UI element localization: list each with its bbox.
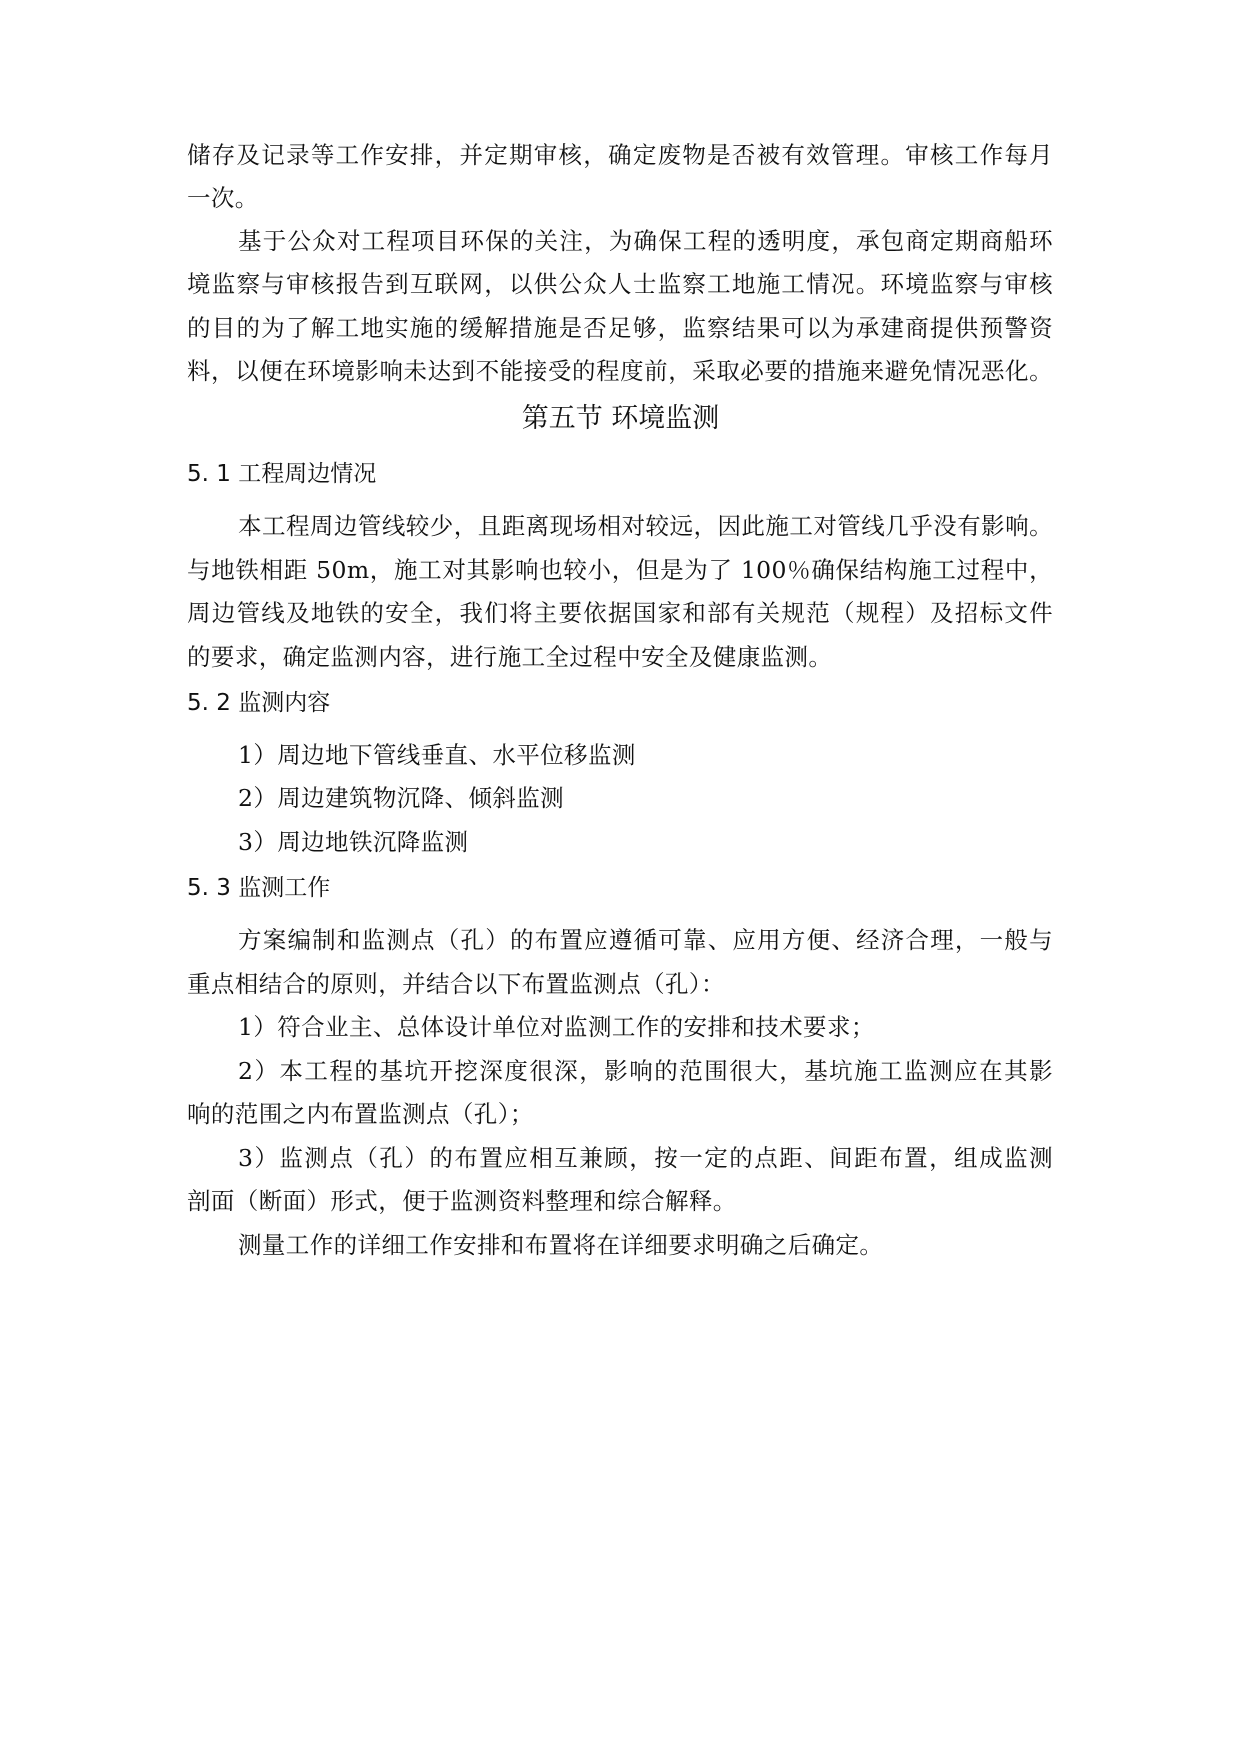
section-5-2-title: 5. 2 监测内容 — [187, 690, 331, 716]
section-5-1-line-3: 周边管线及地铁的安全，我们将主要依据国家和部有关规范（规程）及招标文件 — [187, 599, 1053, 627]
section-5-3-p5: 测量工作的详细工作安排和布置将在详细要求明确之后确定。 — [238, 1231, 884, 1259]
section-5-3-p3-line-2: 响的范围之内布置监测点（孔）； — [187, 1100, 534, 1128]
section-5-3-p1-line-2: 重点相结合的原则，并结合以下布置监测点（孔）： — [187, 970, 725, 998]
section-5-3-p4-line-1: 3）监测点（孔）的布置应相互兼顾，按一定的点距、间距布置，组成监测 — [238, 1144, 1053, 1172]
para-public-line-3: 的目的为了解工地实施的缓解措施是否足够，监察结果可以为承建商提供预警资 — [187, 314, 1053, 342]
para-intro-line-2: 一次。 — [187, 184, 259, 212]
section-5-1-line-1: 本工程周边管线较少，且距离现场相对较远，因此施工对管线几乎没有影响。 — [238, 512, 1053, 540]
monitoring-item-1: 1）周边地下管线垂直、水平位移监测 — [238, 741, 636, 769]
section-5-3-p2: 1）符合业主、总体设计单位对监测工作的安排和技术要求； — [238, 1013, 875, 1041]
section-5-3-p3-line-1: 2）本工程的基坑开挖深度很深，影响的范围很大，基坑施工监测应在其影 — [238, 1057, 1053, 1085]
para-public-line-2: 境监察与审核报告到互联网，以供公众人士监察工地施工情况。环境监察与审核 — [187, 270, 1053, 298]
section-5-3-title: 5. 3 监测工作 — [187, 875, 331, 901]
section-5-3-p4-line-2: 剖面（断面）形式，便于监测资料整理和综合解释。 — [187, 1187, 737, 1215]
section-5-1-line-2: 与地铁相距 50m，施工对其影响也较小，但是为了 100％确保结构施工过程中， — [187, 556, 1053, 584]
para-public-line-4: 料，以便在环境影响未达到不能接受的程度前，采取必要的措施来避免情况恶化。 — [187, 357, 1053, 385]
para-public-line-1: 基于公众对工程项目环保的关注，为确保工程的透明度，承包商定期商船环 — [238, 227, 1053, 255]
monitoring-item-2: 2）周边建筑物沉降、倾斜监测 — [238, 784, 565, 812]
section-5-1-line-4: 的要求，确定监测内容，进行施工全过程中安全及健康监测。 — [187, 643, 833, 671]
section-5-3-p1-line-1: 方案编制和监测点（孔）的布置应遵循可靠、应用方便、经济合理，一般与 — [238, 926, 1053, 954]
section-5-1-title: 5. 1 工程周边情况 — [187, 461, 377, 487]
monitoring-item-3: 3）周边地铁沉降监测 — [238, 828, 469, 856]
section-title: 第五节 环境监测 — [521, 403, 720, 434]
para-intro-line-1: 储存及记录等工作安排，并定期审核，确定废物是否被有效管理。审核工作每月 — [187, 141, 1053, 169]
